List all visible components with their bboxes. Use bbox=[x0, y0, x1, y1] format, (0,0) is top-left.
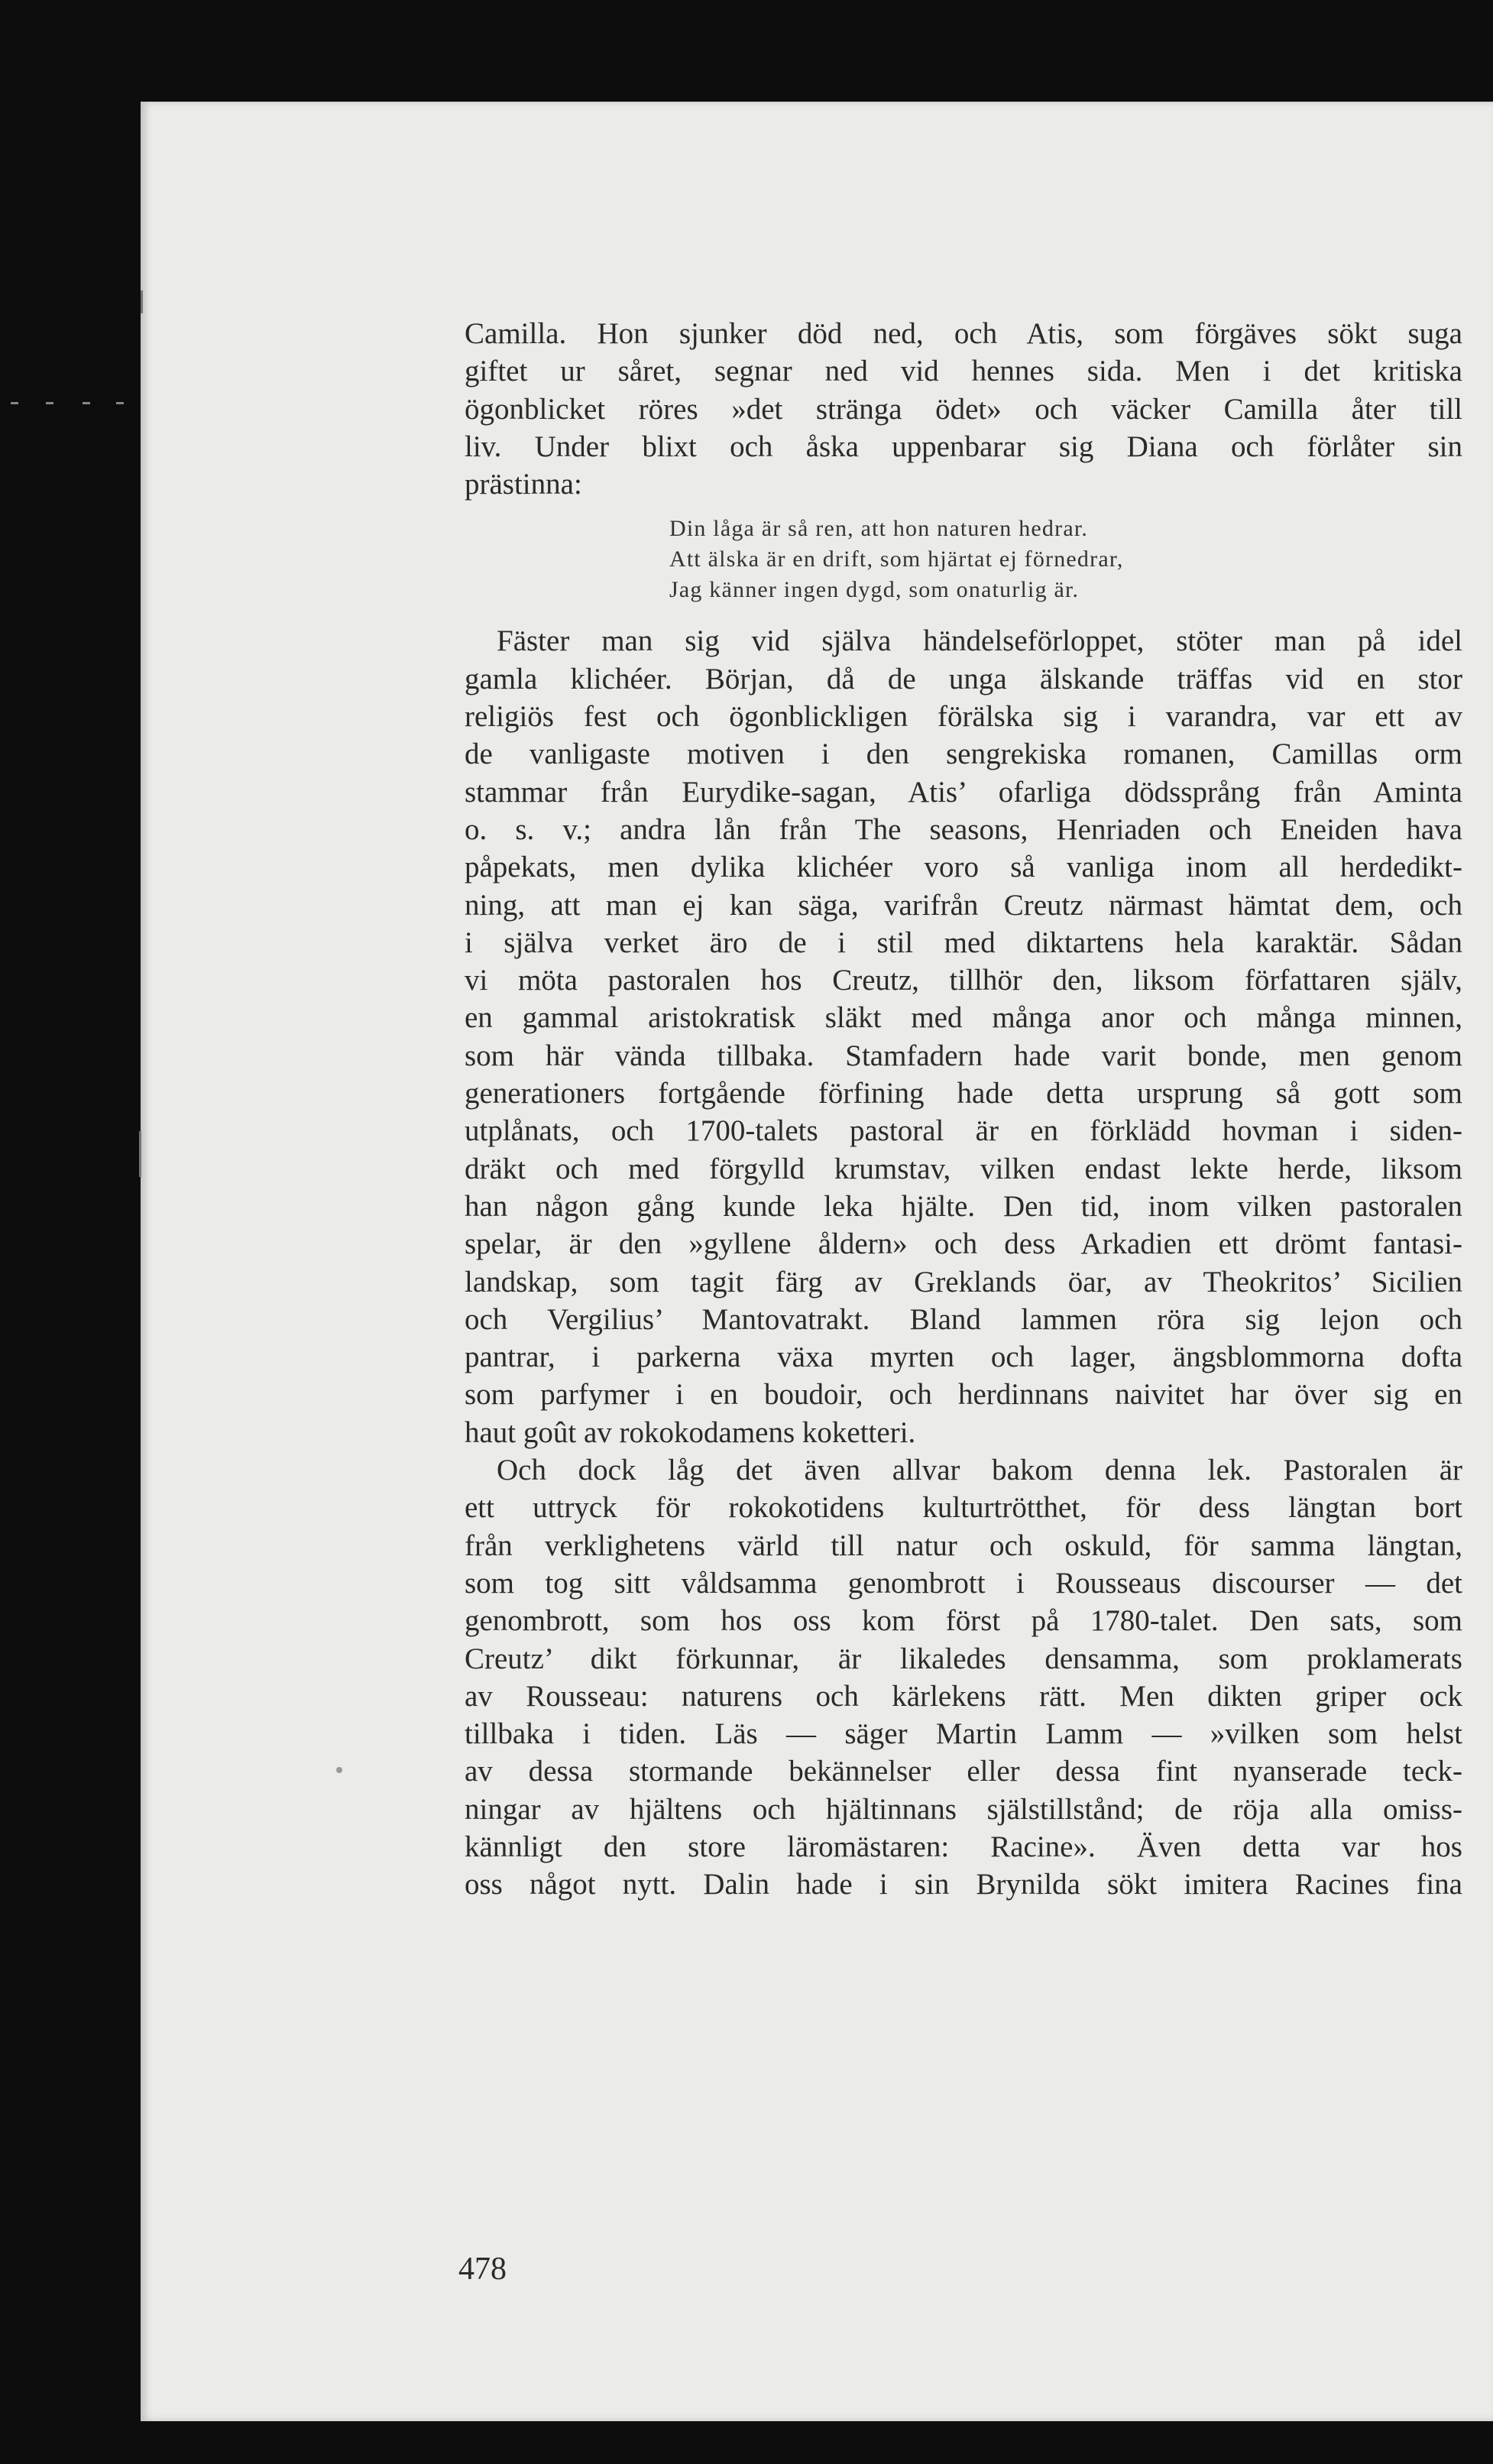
text-line: påpekats, men dylika klichéer voro så vanliga inom all herdedikt- bbox=[465, 851, 1462, 884]
text-line: vi möta pastoralen hos Creutz, tillhör den, liksom författaren själv, bbox=[465, 964, 1462, 997]
body-text bbox=[465, 315, 1462, 1904]
text-line: ning, att man ej kan säga, varifrån Creutz närmast hämtat dem, och bbox=[465, 888, 1462, 922]
margin-dash bbox=[46, 402, 53, 404]
text-line: som parfymer i en boudoir, och herdinnans naivitet har över sig en bbox=[465, 1378, 1462, 1412]
text-line: Camilla. Hon sjunker död ned, och Atis, som förgäves sökt suga bbox=[465, 317, 1462, 350]
text-line: stammar från Eurydike-sagan, Atis’ ofarliga dödssprång från Aminta bbox=[465, 775, 1462, 809]
text-line: ningar av hjältens och hjältinnans själstillstånd; de röja alla omiss- bbox=[465, 1792, 1462, 1826]
text-line: han någon gång kunde leka hjälte. Den tid, inom vilken pastoralen bbox=[465, 1189, 1462, 1223]
text-line: giftet ur såret, segnar ned vid hennes sida. Men i det kritiska bbox=[465, 355, 1462, 388]
text-line: i själva verket äro de i stil med diktartens hela karaktär. Sådan bbox=[465, 926, 1462, 959]
text-line: dräkt och med förgylld krumstav, vilken endast lekte herde, liksom bbox=[465, 1152, 1462, 1185]
text-line: genombrott, som hos oss kom först på 1780-talet. Den sats, som bbox=[465, 1604, 1462, 1638]
text-line: haut goût av rokokodamens koketteri. bbox=[465, 1415, 916, 1449]
text-line: liv. Under blixt och åska uppenbarar sig Diana och förlåter sin bbox=[465, 430, 1462, 463]
margin-mark bbox=[141, 290, 143, 313]
margin-dash bbox=[116, 402, 124, 404]
paragraph-1 bbox=[465, 315, 1462, 503]
text-line: som här vända tillbaka. Stamfadern hade varit bonde, men genom bbox=[465, 1039, 1462, 1072]
text-line: och Vergilius’ Mantovatrakt. Bland lammen röra sig lejon och bbox=[465, 1302, 1462, 1336]
margin-dash bbox=[11, 402, 18, 404]
verse-line: Jag känner ingen dygd, som onaturlig är. bbox=[669, 577, 1080, 603]
text-line: landskap, som tagit färg av Greklands öar, av Theokritos’ Sicilien bbox=[465, 1265, 1462, 1298]
text-line: de vanligaste motiven i den sengrekiska romanen, Camillas orm bbox=[465, 738, 1462, 771]
margin-dot bbox=[336, 1767, 342, 1773]
text-line: pantrar, i parkerna växa myrten och lager, ängsblommorna dofta bbox=[465, 1341, 1462, 1374]
text-line: kännligt den store läromästaren: Racine». Även detta var hos bbox=[465, 1830, 1462, 1863]
text-line: tillbaka i tiden. Läs — säger Martin Lamm — »vilken som helst bbox=[465, 1717, 1462, 1751]
verse-line: Att älska är en drift, som hjärtat ej förnedrar, bbox=[669, 546, 1124, 572]
margin-mark bbox=[139, 1131, 141, 1177]
margin-dash bbox=[83, 402, 90, 404]
text-line: en gammal aristokratisk släkt med många anor och många minnen, bbox=[465, 1001, 1462, 1035]
text-line: oss något nytt. Dalin hade i sin Brynilda sökt imitera Racines fina bbox=[465, 1868, 1462, 1901]
text-line: av dessa stormande bekännelser eller dessa fint nyanserade teck- bbox=[465, 1755, 1462, 1788]
text-line: spelar, är den »gyllene åldern» och dess Arkadien ett drömt fantasi- bbox=[465, 1227, 1462, 1261]
text-line: ett uttryck för rokokotidens kulturtrötthet, för dess längtan bort bbox=[465, 1491, 1462, 1525]
text-line: från verklighetens värld till natur och oskuld, för samma längtan, bbox=[465, 1529, 1462, 1562]
text-line: som tog sitt våldsamma genombrott i Rousseaus discourser — det bbox=[465, 1566, 1462, 1600]
page-number: 478 bbox=[458, 2252, 507, 2287]
text-line: gamla klichéer. Början, då de unga älskande träffas vid en stor bbox=[465, 662, 1462, 695]
verse-line: Din låga är så ren, att hon naturen hedrar. bbox=[669, 516, 1089, 542]
text-line: prästinna: bbox=[465, 468, 582, 501]
text-line: ögonblicket röres »det stränga ödet» och väcker Camilla åter till bbox=[465, 392, 1462, 426]
text-line: utplånats, och 1700-talets pastoral är en förklädd hovman i siden- bbox=[465, 1114, 1462, 1148]
text-line: religiös fest och ögonblickligen förälska sig i varandra, var ett av bbox=[465, 700, 1462, 734]
text-line: Creutz’ dikt förkunnar, är likaledes densamma, som proklamerats bbox=[465, 1642, 1462, 1675]
text-line: o. s. v.; andra lån från The seasons, Henriaden och Eneiden hava bbox=[465, 812, 1462, 846]
paragraph-3 bbox=[465, 1451, 1462, 1904]
text-line: Fäster man sig vid själva händelseförloppet, stöter man på idel bbox=[497, 624, 1462, 658]
paragraph-2 bbox=[465, 622, 1462, 1451]
text-line: av Rousseau: naturens och kärlekens rätt. Men dikten griper ock bbox=[465, 1679, 1462, 1713]
text-line: generationers fortgående förfining hade detta ursprung så gott som bbox=[465, 1077, 1462, 1110]
text-line: Och dock låg det även allvar bakom denna lek. Pastoralen är bbox=[497, 1454, 1462, 1487]
verse-quote bbox=[465, 514, 1462, 605]
